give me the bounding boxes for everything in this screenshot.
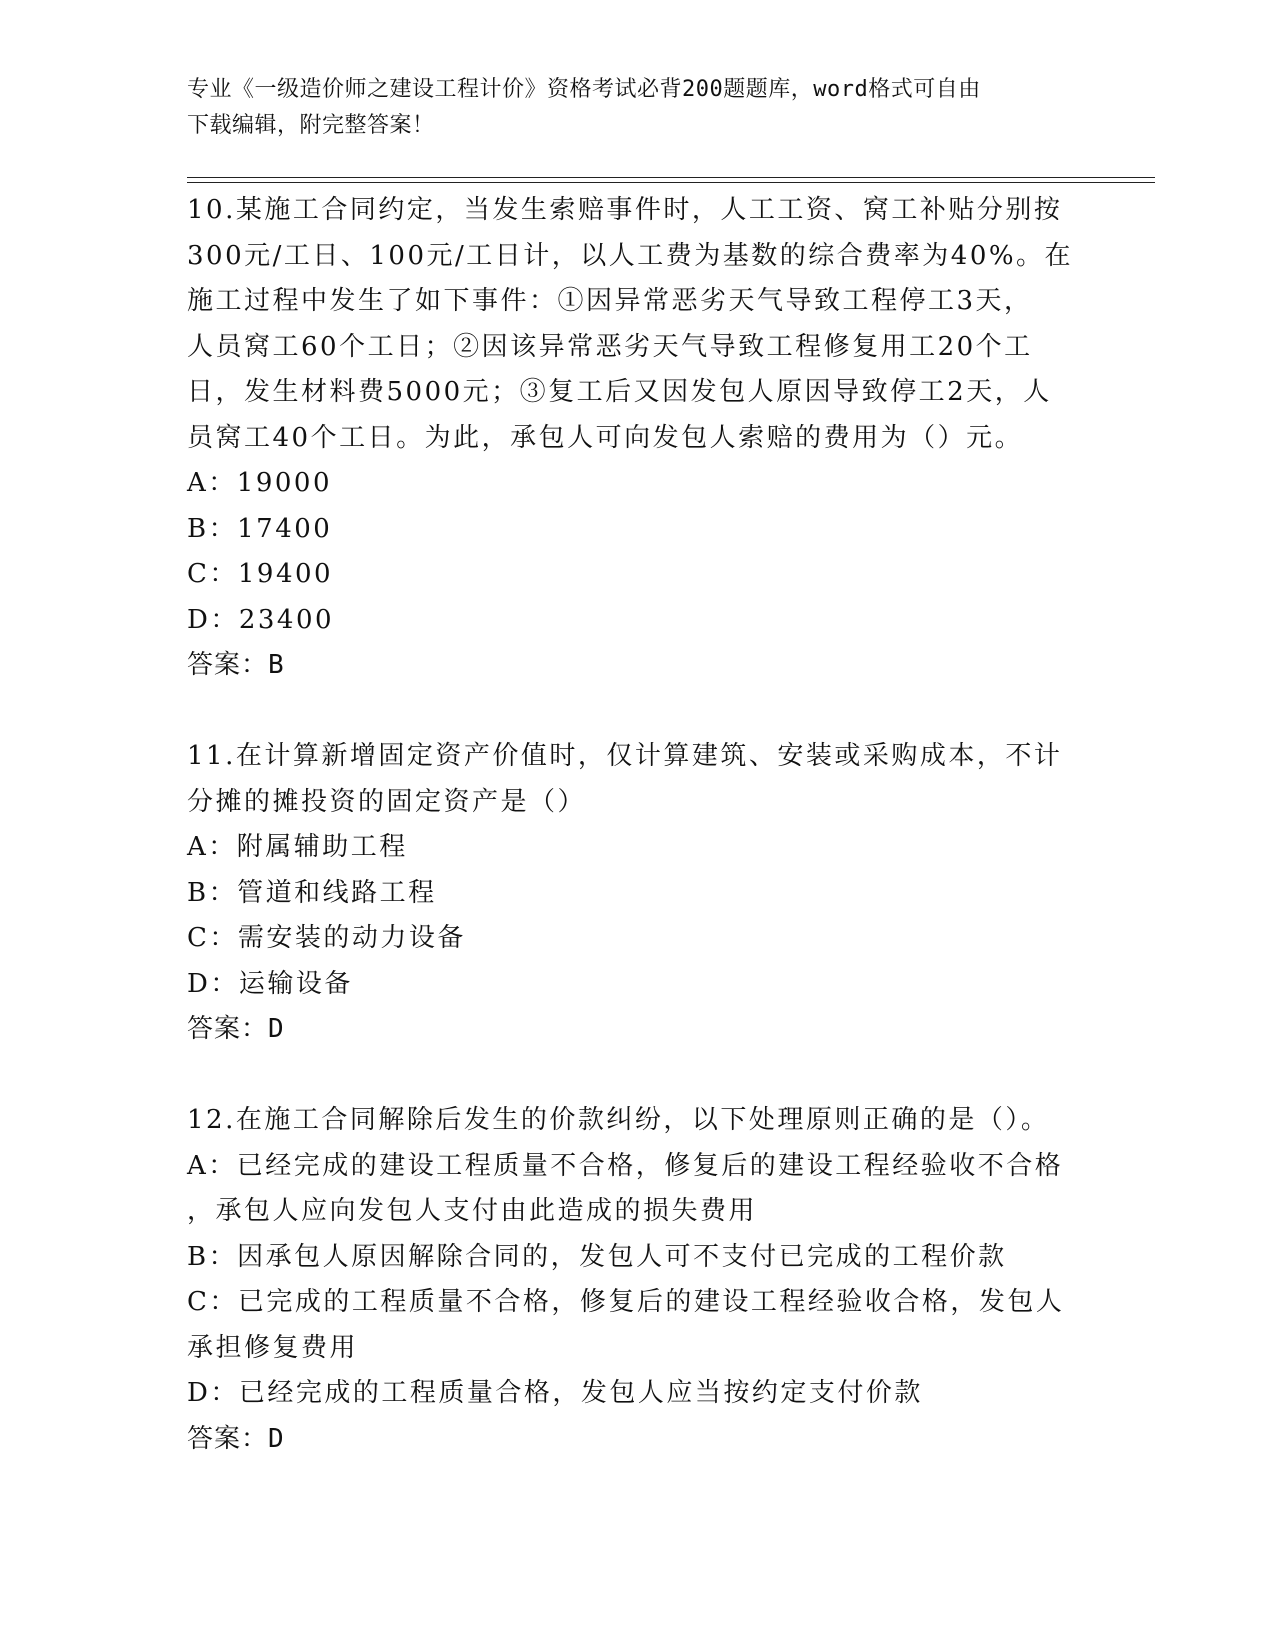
question-stem-line: 人员窝工60个工日；②因该异常恶劣天气导致工程修复用工20个工 (187, 331, 1033, 362)
option-c: C：需安装的动力设备 (187, 923, 466, 953)
option-b: B：17400 (187, 513, 333, 544)
question-stem-line: 300元/工日、100元/工日计，以人工费为基数的综合费率为40%。在 (187, 240, 1074, 271)
question-stem-line: 12.在施工合同解除后发生的价款纠纷，以下处理原则正确的是（）。 (187, 1105, 1050, 1135)
question-stem-line: 11.在计算新增固定资产价值时，仅计算建筑、安装或采购成本，不计 (187, 741, 1063, 771)
question-stem-line: 分摊的摊投资的固定资产是（） (187, 786, 587, 817)
option-d: D：运输设备 (187, 968, 353, 999)
answer-label: 答案：D (187, 1423, 285, 1454)
question-10 (187, 188, 1087, 689)
option-b: B：因承包人原因解除合同的，发包人可不支付已完成的工程价款 (187, 1241, 1007, 1272)
option-d: D：23400 (187, 604, 335, 635)
question-12 (187, 1098, 1087, 1462)
question-11 (187, 734, 1087, 1053)
answer-label: 答案：D (187, 1014, 285, 1044)
question-list (187, 188, 1087, 1462)
header-divider-top (187, 177, 1155, 178)
option-a: A：19000 (187, 468, 332, 498)
question-spacer (187, 689, 1087, 735)
header-line-1: 专业《一级造价师之建设工程计价》资格考试必背200题题库，word格式可自由 (187, 77, 981, 102)
question-spacer (187, 1053, 1087, 1099)
question-stem-line: 10.某施工合同约定，当发生索赔事件时，人工工资、窝工补贴分别按 (187, 195, 1063, 225)
option-a-continued: ，承包人应向发包人支付由此造成的损失费用 (187, 1196, 758, 1226)
header-divider-bottom (187, 182, 1155, 183)
document-header (187, 72, 1087, 144)
option-c-continued: 承担修复费用 (187, 1332, 359, 1363)
option-b: B：管道和线路工程 (187, 877, 437, 908)
question-stem-line: 员窝工40个工日。为此，承包人可向发包人索赔的费用为（）元。 (187, 422, 1024, 453)
option-a: A：已经完成的建设工程质量不合格，修复后的建设工程经验收不合格 (187, 1150, 1064, 1181)
option-c: C：已完成的工程质量不合格，修复后的建设工程经验收合格，发包人 (187, 1287, 1065, 1317)
option-d: D：已经完成的工程质量合格，发包人应当按约定支付价款 (187, 1378, 923, 1408)
option-c: C：19400 (187, 559, 334, 589)
question-stem-line: 日，发生材料费5000元；③复工后又因发包人原因导致停工2天，人 (187, 377, 1052, 407)
question-stem-line: 施工过程中发生了如下事件：①因异常恶劣天气导致工程停工3天， (187, 286, 1033, 316)
header-line-2: 下载编辑，附完整答案！ (187, 113, 435, 138)
option-a: A：附属辅助工程 (187, 832, 408, 862)
answer-label: 答案：B (187, 650, 285, 680)
